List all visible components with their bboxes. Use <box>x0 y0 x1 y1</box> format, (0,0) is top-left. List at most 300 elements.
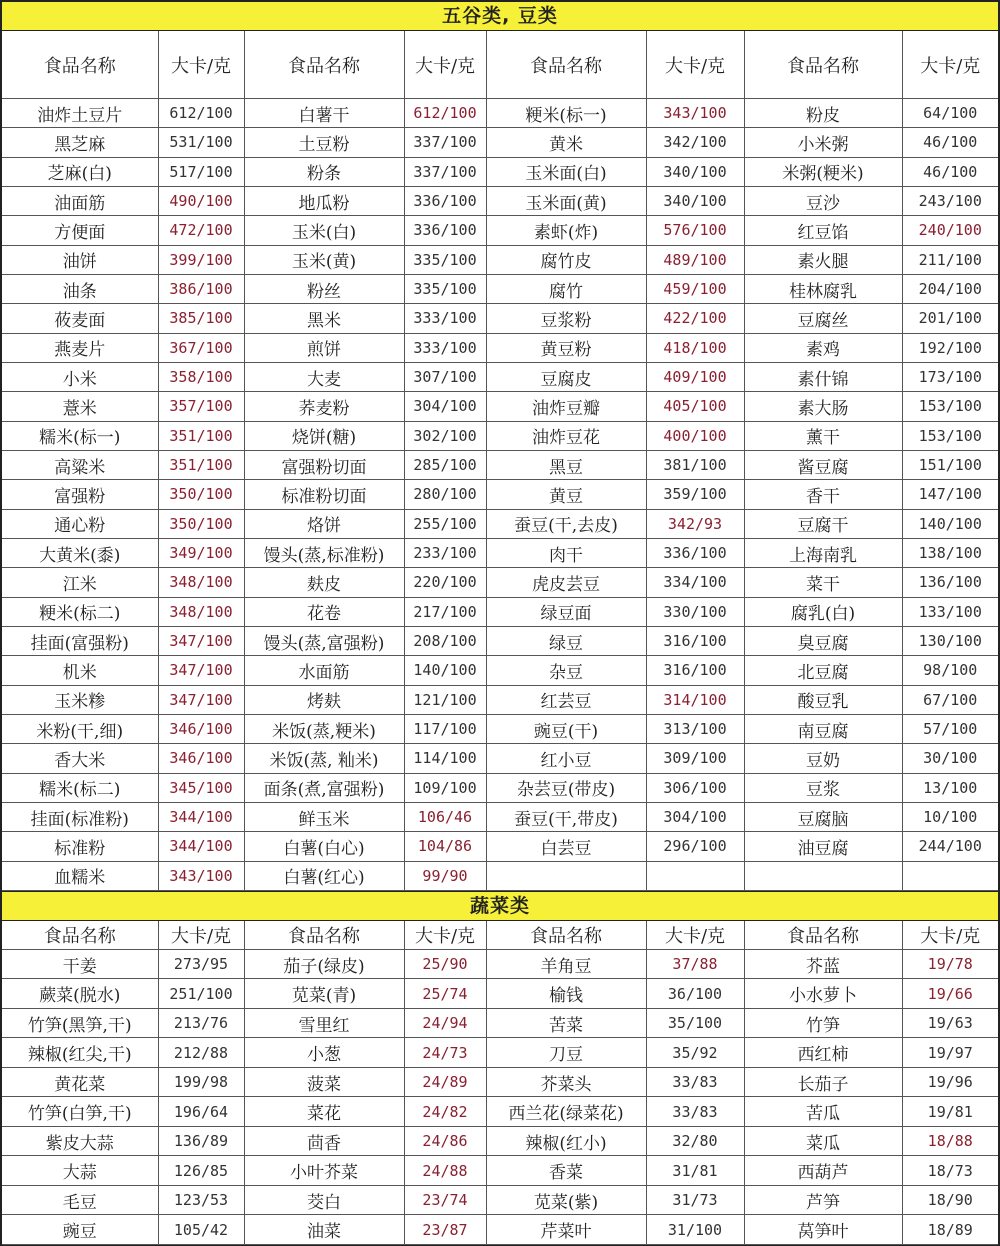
kcal-cell: 138/100 <box>902 538 998 567</box>
kcal-cell: 343/100 <box>158 861 244 890</box>
kcal-cell: 173/100 <box>902 362 998 391</box>
kcal-cell: 121/100 <box>404 685 486 714</box>
kcal-cell: 19/66 <box>902 979 998 1009</box>
food-name-cell: 机米 <box>2 656 158 685</box>
table-row <box>2 157 998 186</box>
kcal-cell: 333/100 <box>404 333 486 362</box>
kcal-cell: 244/100 <box>902 832 998 861</box>
food-name-cell: 方便面 <box>2 216 158 245</box>
food-name-cell: 豆浆粉 <box>486 304 646 333</box>
food-name-cell: 血糯米 <box>2 861 158 890</box>
food-name-cell: 辣椒(红小) <box>486 1126 646 1156</box>
kcal-cell: 459/100 <box>646 274 744 303</box>
food-name-cell: 刀豆 <box>486 1038 646 1068</box>
kcal-cell: 422/100 <box>646 304 744 333</box>
header-food-name: 食品名称 <box>244 31 404 99</box>
kcal-cell: 99/90 <box>404 861 486 890</box>
kcal-cell: 307/100 <box>404 362 486 391</box>
kcal-cell: 25/90 <box>404 949 486 979</box>
food-name-cell: 杂豆 <box>486 656 646 685</box>
header-food-name: 食品名称 <box>486 31 646 99</box>
kcal-cell: 105/42 <box>158 1215 244 1245</box>
food-name-cell: 米饭(蒸, 籼米) <box>244 744 404 773</box>
food-name-cell: 辣椒(红尖,干) <box>2 1038 158 1068</box>
table-row <box>2 186 998 215</box>
kcal-cell: 348/100 <box>158 597 244 626</box>
kcal-cell: 31/73 <box>646 1185 744 1215</box>
food-name-cell: 素火腿 <box>744 245 902 274</box>
table-row <box>2 509 998 538</box>
food-name-cell: 豆腐皮 <box>486 362 646 391</box>
food-name-cell: 通心粉 <box>2 509 158 538</box>
food-name-cell: 大蒜 <box>2 1156 158 1186</box>
food-name-cell: 油条 <box>2 274 158 303</box>
food-name-cell: 米饭(蒸,粳米) <box>244 714 404 743</box>
kcal-cell: 316/100 <box>646 626 744 655</box>
food-name-cell: 豆奶 <box>744 744 902 773</box>
kcal-cell: 472/100 <box>158 216 244 245</box>
food-name-cell: 小米 <box>2 362 158 391</box>
kcal-cell: 367/100 <box>158 333 244 362</box>
food-name-cell: 大麦 <box>244 362 404 391</box>
header-food-name: 食品名称 <box>486 921 646 950</box>
food-name-cell: 臭豆腐 <box>744 626 902 655</box>
food-name-cell: 长茄子 <box>744 1067 902 1097</box>
food-name-cell: 腐竹 <box>486 274 646 303</box>
table-row <box>2 450 998 479</box>
kcal-cell: 109/100 <box>404 773 486 802</box>
kcal-cell: 612/100 <box>404 99 486 128</box>
kcal-cell: 337/100 <box>404 157 486 186</box>
food-name-cell: 煎饼 <box>244 333 404 362</box>
kcal-cell: 98/100 <box>902 656 998 685</box>
food-name-cell: 粳米(标一) <box>486 99 646 128</box>
food-name-cell: 南豆腐 <box>744 714 902 743</box>
food-name-cell: 豆腐丝 <box>744 304 902 333</box>
food-name-cell: 芝麻(白) <box>2 157 158 186</box>
header-food-name: 食品名称 <box>744 31 902 99</box>
grains-header-row <box>2 31 998 99</box>
kcal-cell: 344/100 <box>158 832 244 861</box>
food-name-cell: 油豆腐 <box>744 832 902 861</box>
food-name-cell: 芹菜叶 <box>486 1215 646 1245</box>
kcal-cell: 24/86 <box>404 1126 486 1156</box>
food-name-cell: 油饼 <box>2 245 158 274</box>
table-row <box>2 949 998 979</box>
kcal-cell: 196/64 <box>158 1097 244 1127</box>
table-row <box>2 626 998 655</box>
food-name-cell: 白芸豆 <box>486 832 646 861</box>
food-name-cell: 薰干 <box>744 421 902 450</box>
kcal-cell: 351/100 <box>158 421 244 450</box>
food-name-cell: 香菜 <box>486 1156 646 1186</box>
food-name-cell: 薏米 <box>2 392 158 421</box>
kcal-cell <box>902 861 998 890</box>
kcal-cell: 531/100 <box>158 128 244 157</box>
kcal-cell: 211/100 <box>902 245 998 274</box>
food-name-cell: 茴香 <box>244 1126 404 1156</box>
kcal-cell: 346/100 <box>158 714 244 743</box>
food-name-cell <box>744 861 902 890</box>
table-row <box>2 333 998 362</box>
food-name-cell: 油炸土豆片 <box>2 99 158 128</box>
food-name-cell: 油炸豆瓣 <box>486 392 646 421</box>
food-name-cell: 粳米(标二) <box>2 597 158 626</box>
kcal-cell: 314/100 <box>646 685 744 714</box>
food-name-cell: 挂面(标准粉) <box>2 802 158 831</box>
table-row <box>2 1097 998 1127</box>
kcal-cell: 106/46 <box>404 802 486 831</box>
kcal-cell: 335/100 <box>404 245 486 274</box>
kcal-cell: 349/100 <box>158 538 244 567</box>
food-name-cell: 菜瓜 <box>744 1126 902 1156</box>
table-row <box>2 421 998 450</box>
food-name-cell: 蚕豆(干,去皮) <box>486 509 646 538</box>
kcal-cell: 19/96 <box>902 1067 998 1097</box>
food-name-cell: 上海南乳 <box>744 538 902 567</box>
kcal-cell: 335/100 <box>404 274 486 303</box>
header-kcal-per-gram: 大卡/克 <box>404 31 486 99</box>
food-name-cell: 白薯干 <box>244 99 404 128</box>
kcal-cell: 147/100 <box>902 480 998 509</box>
kcal-cell: 25/74 <box>404 979 486 1009</box>
table-row <box>2 1126 998 1156</box>
food-name-cell: 白薯(红心) <box>244 861 404 890</box>
table-row <box>2 216 998 245</box>
kcal-cell: 343/100 <box>646 99 744 128</box>
kcal-cell: 358/100 <box>158 362 244 391</box>
food-name-cell: 菜花 <box>244 1097 404 1127</box>
kcal-cell: 23/74 <box>404 1185 486 1215</box>
kcal-cell: 251/100 <box>158 979 244 1009</box>
kcal-cell: 306/100 <box>646 773 744 802</box>
food-name-cell: 苋菜(青) <box>244 979 404 1009</box>
kcal-cell: 18/88 <box>902 1126 998 1156</box>
food-name-cell: 富强粉切面 <box>244 450 404 479</box>
table-row <box>2 1067 998 1097</box>
kcal-cell: 18/89 <box>902 1215 998 1245</box>
kcal-cell: 330/100 <box>646 597 744 626</box>
header-kcal-per-gram: 大卡/克 <box>158 921 244 950</box>
header-food-name: 食品名称 <box>2 31 158 99</box>
food-name-cell: 芦笋 <box>744 1185 902 1215</box>
food-name-cell: 素鸡 <box>744 333 902 362</box>
food-name-cell: 粉条 <box>244 157 404 186</box>
food-name-cell: 红小豆 <box>486 744 646 773</box>
food-name-cell: 小米粥 <box>744 128 902 157</box>
food-name-cell: 西红柿 <box>744 1038 902 1068</box>
kcal-cell: 304/100 <box>646 802 744 831</box>
kcal-cell: 346/100 <box>158 744 244 773</box>
food-name-cell: 玉米面(黄) <box>486 186 646 215</box>
kcal-cell: 334/100 <box>646 568 744 597</box>
food-name-cell: 地瓜粉 <box>244 186 404 215</box>
food-name-cell: 雪里红 <box>244 1008 404 1038</box>
kcal-cell: 204/100 <box>902 274 998 303</box>
food-name-cell: 茄子(绿皮) <box>244 949 404 979</box>
food-name-cell: 玉米糁 <box>2 685 158 714</box>
kcal-cell: 304/100 <box>404 392 486 421</box>
table-row <box>2 597 998 626</box>
kcal-cell: 340/100 <box>646 186 744 215</box>
food-name-cell: 苋菜(紫) <box>486 1185 646 1215</box>
food-name-cell: 肉干 <box>486 538 646 567</box>
kcal-cell: 192/100 <box>902 333 998 362</box>
kcal-cell: 313/100 <box>646 714 744 743</box>
vegetables-body <box>2 949 998 1244</box>
kcal-cell: 285/100 <box>404 450 486 479</box>
vegetables-table <box>2 921 998 1245</box>
kcal-cell: 350/100 <box>158 480 244 509</box>
food-name-cell: 高粱米 <box>2 450 158 479</box>
table-row <box>2 1008 998 1038</box>
kcal-cell: 153/100 <box>902 392 998 421</box>
kcal-cell: 418/100 <box>646 333 744 362</box>
kcal-cell: 31/100 <box>646 1215 744 1245</box>
food-name-cell: 富强粉 <box>2 480 158 509</box>
food-name-cell: 黄花菜 <box>2 1067 158 1097</box>
food-name-cell: 羊角豆 <box>486 949 646 979</box>
food-name-cell: 芥蓝 <box>744 949 902 979</box>
food-name-cell: 西兰花(绿菜花) <box>486 1097 646 1127</box>
kcal-cell: 405/100 <box>646 392 744 421</box>
kcal-cell: 342/100 <box>646 128 744 157</box>
food-name-cell: 红芸豆 <box>486 685 646 714</box>
kcal-cell: 64/100 <box>902 99 998 128</box>
kcal-cell: 30/100 <box>902 744 998 773</box>
table-row <box>2 274 998 303</box>
kcal-cell: 126/85 <box>158 1156 244 1186</box>
table-row <box>2 99 998 128</box>
food-name-cell: 豆腐干 <box>744 509 902 538</box>
kcal-cell: 351/100 <box>158 450 244 479</box>
table-row <box>2 568 998 597</box>
kcal-cell: 386/100 <box>158 274 244 303</box>
food-name-cell: 鲜玉米 <box>244 802 404 831</box>
header-kcal-per-gram: 大卡/克 <box>902 921 998 950</box>
kcal-cell: 409/100 <box>646 362 744 391</box>
food-name-cell: 粉丝 <box>244 274 404 303</box>
kcal-cell: 35/100 <box>646 1008 744 1038</box>
food-name-cell: 标准粉切面 <box>244 480 404 509</box>
kcal-cell: 347/100 <box>158 656 244 685</box>
kcal-cell: 340/100 <box>646 157 744 186</box>
food-name-cell: 糯米(标二) <box>2 773 158 802</box>
kcal-cell: 345/100 <box>158 773 244 802</box>
kcal-cell: 357/100 <box>158 392 244 421</box>
food-name-cell: 米粉(干,细) <box>2 714 158 743</box>
food-name-cell: 油面筋 <box>2 186 158 215</box>
header-food-name: 食品名称 <box>244 921 404 950</box>
kcal-cell: 24/89 <box>404 1067 486 1097</box>
table-row <box>2 1038 998 1068</box>
food-name-cell: 腐乳(白) <box>744 597 902 626</box>
vegetables-section-title: 蔬菜类 <box>2 891 998 921</box>
header-kcal-per-gram: 大卡/克 <box>646 921 744 950</box>
kcal-cell: 153/100 <box>902 421 998 450</box>
food-name-cell: 荞麦粉 <box>244 392 404 421</box>
kcal-cell: 140/100 <box>404 656 486 685</box>
kcal-cell: 347/100 <box>158 685 244 714</box>
kcal-cell: 23/87 <box>404 1215 486 1245</box>
kcal-cell: 342/93 <box>646 509 744 538</box>
kcal-cell: 350/100 <box>158 509 244 538</box>
food-name-cell: 烧饼(糖) <box>244 421 404 450</box>
kcal-cell: 140/100 <box>902 509 998 538</box>
kcal-cell: 255/100 <box>404 509 486 538</box>
kcal-cell: 273/95 <box>158 949 244 979</box>
kcal-cell: 233/100 <box>404 538 486 567</box>
kcal-cell: 57/100 <box>902 714 998 743</box>
kcal-cell: 302/100 <box>404 421 486 450</box>
table-row <box>2 861 998 890</box>
food-name-cell: 挂面(富强粉) <box>2 626 158 655</box>
food-name-cell: 蚕豆(干,带皮) <box>486 802 646 831</box>
kcal-cell: 24/88 <box>404 1156 486 1186</box>
table-row <box>2 1185 998 1215</box>
kcal-cell: 13/100 <box>902 773 998 802</box>
food-name-cell: 莴笋叶 <box>744 1215 902 1245</box>
food-name-cell: 苦瓜 <box>744 1097 902 1127</box>
food-name-cell: 北豆腐 <box>744 656 902 685</box>
table-row <box>2 392 998 421</box>
grains-table <box>2 31 998 891</box>
food-name-cell: 虎皮芸豆 <box>486 568 646 597</box>
food-name-cell: 莜麦面 <box>2 304 158 333</box>
kcal-cell: 33/83 <box>646 1097 744 1127</box>
food-name-cell: 玉米(白) <box>244 216 404 245</box>
kcal-cell: 151/100 <box>902 450 998 479</box>
kcal-cell: 199/98 <box>158 1067 244 1097</box>
kcal-cell: 10/100 <box>902 802 998 831</box>
kcal-cell: 19/63 <box>902 1008 998 1038</box>
table-row <box>2 538 998 567</box>
kcal-cell: 347/100 <box>158 626 244 655</box>
food-name-cell: 豌豆 <box>2 1215 158 1245</box>
food-name-cell: 黑米 <box>244 304 404 333</box>
grains-section-title: 五谷类, 豆类 <box>2 2 998 31</box>
table-row <box>2 832 998 861</box>
kcal-cell: 18/73 <box>902 1156 998 1186</box>
kcal-cell: 114/100 <box>404 744 486 773</box>
kcal-cell: 217/100 <box>404 597 486 626</box>
food-name-cell: 麸皮 <box>244 568 404 597</box>
food-name-cell: 菜干 <box>744 568 902 597</box>
food-name-cell: 小叶芥菜 <box>244 1156 404 1186</box>
header-food-name: 食品名称 <box>2 921 158 950</box>
kcal-cell: 213/76 <box>158 1008 244 1038</box>
food-name-cell: 油菜 <box>244 1215 404 1245</box>
kcal-cell: 201/100 <box>902 304 998 333</box>
food-name-cell: 豌豆(干) <box>486 714 646 743</box>
grains-body <box>2 99 998 891</box>
kcal-cell: 212/88 <box>158 1038 244 1068</box>
food-name-cell: 素大肠 <box>744 392 902 421</box>
food-name-cell: 黄豆 <box>486 480 646 509</box>
kcal-cell: 46/100 <box>902 128 998 157</box>
food-name-cell: 玉米(黄) <box>244 245 404 274</box>
food-name-cell: 榆钱 <box>486 979 646 1009</box>
header-kcal-per-gram: 大卡/克 <box>158 31 244 99</box>
food-name-cell: 紫皮大蒜 <box>2 1126 158 1156</box>
kcal-cell: 136/89 <box>158 1126 244 1156</box>
food-name-cell: 酸豆乳 <box>744 685 902 714</box>
kcal-cell: 130/100 <box>902 626 998 655</box>
kcal-cell: 333/100 <box>404 304 486 333</box>
food-name-cell: 腐竹皮 <box>486 245 646 274</box>
kcal-cell: 381/100 <box>646 450 744 479</box>
kcal-cell: 348/100 <box>158 568 244 597</box>
kcal-cell: 399/100 <box>158 245 244 274</box>
food-name-cell: 豆沙 <box>744 186 902 215</box>
kcal-cell: 337/100 <box>404 128 486 157</box>
food-name-cell: 大黄米(黍) <box>2 538 158 567</box>
kcal-cell: 359/100 <box>646 480 744 509</box>
food-name-cell: 豆腐脑 <box>744 802 902 831</box>
food-name-cell: 红豆馅 <box>744 216 902 245</box>
food-name-cell: 玉米面(白) <box>486 157 646 186</box>
kcal-cell: 31/81 <box>646 1156 744 1186</box>
table-row <box>2 362 998 391</box>
food-name-cell: 桂林腐乳 <box>744 274 902 303</box>
kcal-cell: 400/100 <box>646 421 744 450</box>
food-name-cell: 面条(煮,富强粉) <box>244 773 404 802</box>
table-row <box>2 685 998 714</box>
kcal-cell: 243/100 <box>902 186 998 215</box>
kcal-cell: 490/100 <box>158 186 244 215</box>
kcal-cell: 37/88 <box>646 949 744 979</box>
kcal-cell: 296/100 <box>646 832 744 861</box>
food-name-cell: 小水萝卜 <box>744 979 902 1009</box>
kcal-cell: 336/100 <box>646 538 744 567</box>
food-name-cell: 黄米 <box>486 128 646 157</box>
food-name-cell: 竹笋(黑笋,干) <box>2 1008 158 1038</box>
header-kcal-per-gram: 大卡/克 <box>646 31 744 99</box>
food-name-cell: 土豆粉 <box>244 128 404 157</box>
food-name-cell: 茭白 <box>244 1185 404 1215</box>
kcal-cell: 489/100 <box>646 245 744 274</box>
header-kcal-per-gram: 大卡/克 <box>404 921 486 950</box>
food-name-cell <box>486 861 646 890</box>
food-name-cell: 素虾(炸) <box>486 216 646 245</box>
food-name-cell: 干姜 <box>2 949 158 979</box>
food-name-cell: 黑豆 <box>486 450 646 479</box>
food-name-cell: 香干 <box>744 480 902 509</box>
table-row <box>2 304 998 333</box>
kcal-cell: 24/82 <box>404 1097 486 1127</box>
food-name-cell: 米粥(粳米) <box>744 157 902 186</box>
food-name-cell: 烤麸 <box>244 685 404 714</box>
table-row <box>2 480 998 509</box>
kcal-cell: 19/78 <box>902 949 998 979</box>
food-name-cell: 芥菜头 <box>486 1067 646 1097</box>
kcal-cell: 517/100 <box>158 157 244 186</box>
food-name-cell: 糯米(标一) <box>2 421 158 450</box>
kcal-cell: 117/100 <box>404 714 486 743</box>
kcal-cell: 18/90 <box>902 1185 998 1215</box>
header-kcal-per-gram: 大卡/克 <box>902 31 998 99</box>
food-name-cell: 油炸豆花 <box>486 421 646 450</box>
table-row <box>2 773 998 802</box>
food-name-cell: 黑芝麻 <box>2 128 158 157</box>
kcal-cell: 123/53 <box>158 1185 244 1215</box>
food-name-cell: 杂芸豆(带皮) <box>486 773 646 802</box>
food-name-cell: 酱豆腐 <box>744 450 902 479</box>
kcal-cell: 35/92 <box>646 1038 744 1068</box>
table-row <box>2 744 998 773</box>
table-row <box>2 1156 998 1186</box>
kcal-cell: 19/97 <box>902 1038 998 1068</box>
